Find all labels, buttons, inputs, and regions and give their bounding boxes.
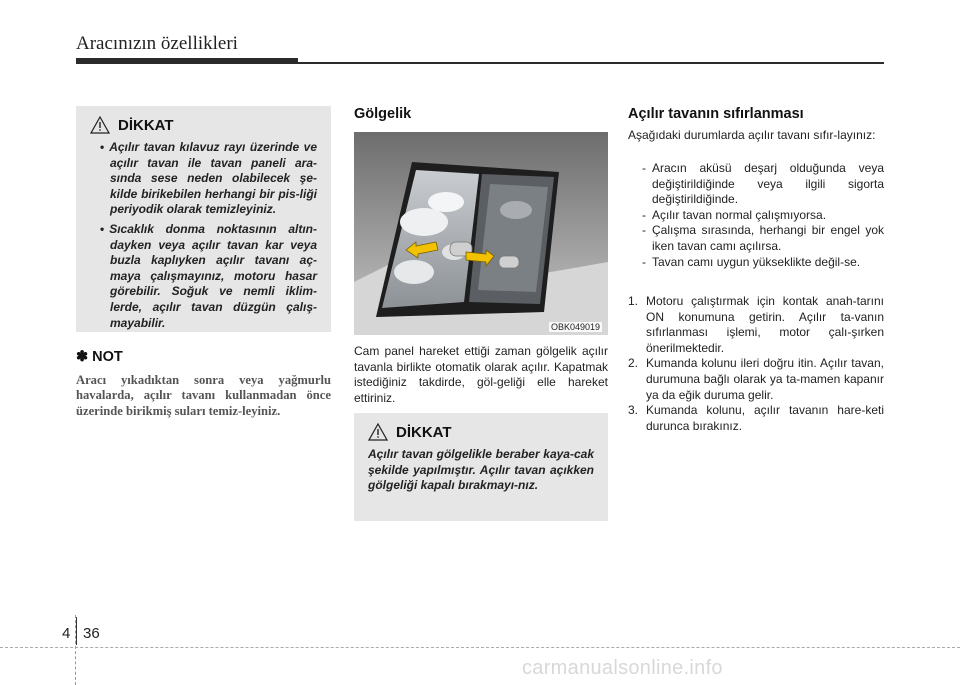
- list-item: [628, 356, 884, 403]
- dash-marker: -: [642, 254, 646, 269]
- list-item: [642, 161, 884, 208]
- caution-item: • Açılır tavan kılavuz rayı üzerinde ve açılır tavan ile tavan paneli ara-sında sese neden olabilecek şe-kilde birikebilen herhangi bir pis-liği periyodik olarak temizleyiniz.: [90, 140, 317, 218]
- section-heading-reset: Açılır tavanın sıfırlanması: [628, 106, 804, 122]
- photo-code: OBK049019: [550, 322, 600, 332]
- list-item-text: Motoru çalıştırmak için kontak anah-tarını ON konumuna getirin. Açılır ta-vanın sıfırlanması işlemi, motor çalı-şırken önerilmektedir.: [646, 294, 884, 355]
- step-number: 2.: [628, 356, 639, 371]
- list-item-text: Aracın aküsü deşarj olduğunda veya değiştirildiğinde veya ilgili sigorta değiştirildiğinde.: [652, 161, 884, 207]
- reset-intro: Aşağıdaki durumlarda açılır tavanı sıfır-layınız:: [628, 128, 876, 142]
- footer-dashed-line: [0, 647, 960, 648]
- dash-marker: -: [642, 207, 646, 222]
- list-item-text: Çalışma sırasında, herhangi bir engel yok iken tavan camı açılırsa.: [652, 223, 884, 253]
- note-text: Aracı yıkadıktan sonra veya yağmurlu havalarda, açılır tavanı kullanmadan önce üzerinde birikmiş suları temiz-leyiniz.: [76, 373, 331, 418]
- list-item-text: Tavan camı uygun yükseklikte değil-se.: [652, 254, 861, 269]
- step-number: 1.: [628, 294, 639, 308]
- warning-triangle-icon: [90, 116, 110, 134]
- warning-triangle-icon: [368, 423, 388, 441]
- list-item: [628, 294, 884, 356]
- sunshade-body: Cam panel hareket ettiği zaman gölgelik açılır tavanla birlikte otomatik olarak açılır. Kapatmak istediğiniz takdirde, göl-geliği elle hareket ettiriniz.: [354, 344, 608, 405]
- watermark: carmanualsonline.info: [522, 657, 723, 679]
- footer-divider: [76, 617, 77, 645]
- caution-box-left: [76, 106, 331, 332]
- caution-list: [90, 140, 317, 331]
- caution-item: • Sıcaklık donma noktasının altın-dayken veya açılır tavan kar veya buzla kaplıyken açılır tavanı aç-maya çalışmayınız, motoru hasar görebilir. Soğuk ve nemli iklim-lerde, açılır tavan düzgün çalış-mayabilir.: [90, 222, 317, 331]
- sunroof-illustration: [354, 132, 608, 335]
- header-rule-thin: [298, 62, 884, 64]
- caution-title: DİKKAT: [396, 423, 452, 441]
- reset-conditions-list: [628, 161, 884, 270]
- list-item-text: Açılır tavan normal çalışmıyorsa.: [652, 207, 827, 222]
- caution-header: [368, 423, 594, 441]
- page-header-title: Aracınızın özellikleri: [76, 33, 238, 54]
- reset-steps-list: [628, 294, 884, 434]
- dash-marker: -: [642, 161, 646, 175]
- chapter-number: 4: [62, 625, 71, 642]
- note-heading: ✽ NOT: [76, 349, 123, 365]
- caution-box-middle: [354, 413, 608, 521]
- list-item: [642, 208, 884, 224]
- step-number: 3.: [628, 403, 639, 418]
- section-heading-sunshade: Gölgelik: [354, 106, 412, 122]
- caution-title: DİKKAT: [118, 116, 174, 134]
- list-item: [642, 223, 884, 254]
- list-item-text: Kumanda kolunu, açılır tavanın hare-keti durunca bırakınız.: [646, 403, 884, 433]
- caution-text: Açılır tavan gölgelikle beraber kaya-cak şekilde yapılmıştır. Açılır tavan açıkken gölgeliği kapalı bırakmayı-nız.: [368, 447, 594, 493]
- header-rule-thick: [76, 58, 298, 64]
- list-item: [642, 255, 884, 271]
- caution-header: [90, 116, 317, 134]
- list-item-text: Kumanda kolunu ileri doğru itin. Açılır tavan, durumuna bağlı olarak ya ta-mamen kapanır ya da eğik duruma gelir.: [646, 356, 884, 402]
- page-number: 36: [83, 625, 100, 642]
- list-item: [628, 403, 884, 434]
- dash-marker: -: [642, 223, 646, 238]
- sunroof-photo: [354, 132, 608, 335]
